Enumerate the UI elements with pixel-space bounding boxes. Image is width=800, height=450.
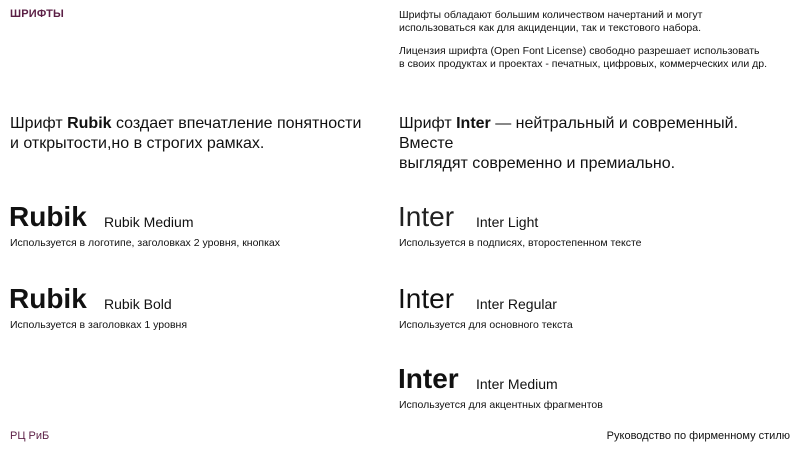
lead-line-1 [10,114,390,134]
inter-light-label: Inter Light [476,214,539,230]
lead-prefix: Шрифт [10,115,68,132]
intro-paragraph-2 [399,45,799,70]
lead-line-2: выглядят современно и премиально. [399,155,676,172]
rubik-medium-sample: Rubik [9,201,87,232]
inter-regular-usage: Используется для основного текста [399,319,573,331]
intro-line: использоваться как для акциденции, так и текстового набора. [399,21,702,34]
lead-line-1 [399,114,794,154]
footer-guide-title: Руководство по фирменному стилю [606,430,790,442]
rubik-medium-usage: Используется в логотипе, заголовках 2 уровня, кнопках [10,237,281,249]
inter-medium-label: Inter Medium [476,376,558,392]
lead-prefix: Шрифт [399,115,457,132]
inter-regular-sample: Inter [398,283,455,314]
inter-medium-sample: Inter [398,363,459,394]
lead-rest: создает впечатление понятности [111,115,362,132]
inter-regular-label: Inter Regular [476,296,557,312]
lead-line-2: и открытости,но в строгих рамках. [10,135,265,152]
rubik-lead [10,114,390,154]
rubik-bold-label: Rubik Bold [104,296,172,312]
intro-line: в своих продуктах и проектах - печатных, цифровых, коммерческих или др. [399,57,767,70]
inter-lead [399,114,794,174]
inter-light-usage: Используется в подписях, второстепенном тексте [399,237,642,249]
rubik-bold-usage: Используется в заголовках 1 уровня [10,319,188,331]
page-title: ШРИФТЫ [10,8,64,20]
intro-paragraph-1 [399,9,799,34]
lead-font-name: Inter [456,115,491,132]
lead-font-name: Rubik [67,115,112,132]
footer-brand: РЦ РиБ [10,430,50,442]
inter-light-sample: Inter [398,201,455,232]
inter-medium-usage: Используется для акцентных фрагментов [399,399,603,411]
rubik-medium-label: Rubik Medium [104,214,194,230]
intro-line: Шрифты обладают большим количеством начертаний и могут [399,9,703,21]
intro-line: Лицензия шрифта (Open Font License) свободно разрешает использовать [399,45,760,57]
rubik-bold-sample: Rubik [9,283,87,314]
lead-rest: — нейтральный и современный. Вместе [399,115,739,152]
